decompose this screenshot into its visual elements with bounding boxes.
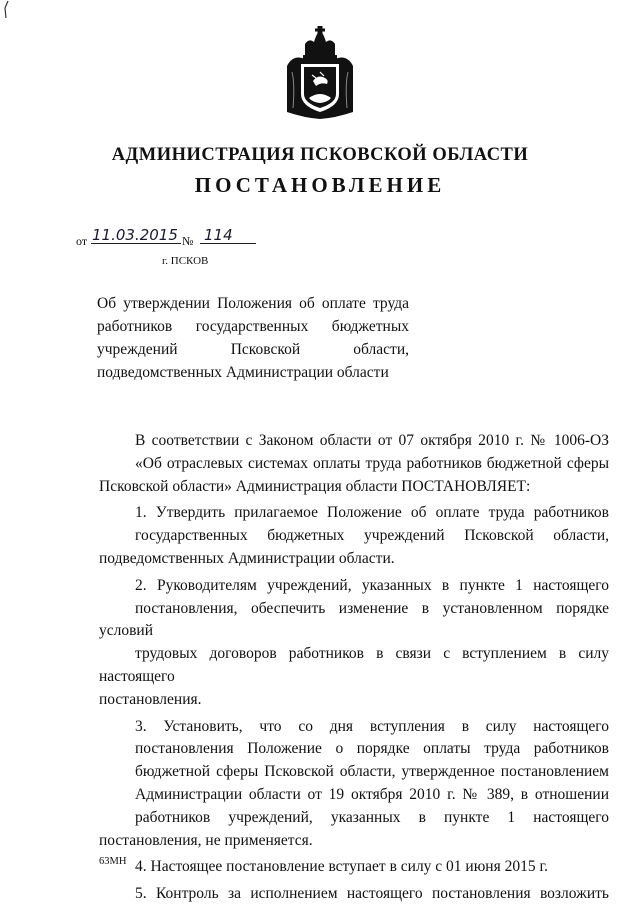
text-line: подведомственных Администрации области. xyxy=(99,549,395,567)
text-line: «Об отраслевых системах оплаты труда работников бюджетной сферы xyxy=(135,454,609,472)
subject-line: работников государственных бюджетных xyxy=(97,318,409,335)
text-line: Псковской области» Администрация области ПОСТАНОВЛЯЕТ: xyxy=(99,477,531,495)
preamble-paragraph xyxy=(99,430,609,498)
text-line: постановления, обеспечить изменение в установленном порядке условий xyxy=(99,599,609,640)
item-1-paragraph xyxy=(99,502,609,570)
city-label: г. ПСКОВ xyxy=(162,255,209,267)
pskov-coat-of-arms-icon xyxy=(283,26,357,120)
handwritten-number: 114 xyxy=(204,226,233,244)
text-line: 3. Установить, что со дня вступления в силу настоящего xyxy=(135,717,609,735)
subject-line: Об утверждении Положения об оплате труда xyxy=(97,295,409,312)
document-subject xyxy=(97,292,409,384)
text-line: 4. Настоящее постановление вступает в силу с 01 июня 2015 г. xyxy=(135,858,548,876)
item-5-paragraph xyxy=(99,883,609,906)
date-prefix: от xyxy=(76,234,88,248)
footer-code: 63МН xyxy=(99,856,127,867)
subject-line: подведомственных Администрации области xyxy=(97,364,389,381)
text-line: постановления, не применяется. xyxy=(99,831,313,849)
registration-line xyxy=(76,226,296,250)
document-body xyxy=(99,430,609,910)
text-line: Администрации области от 19 октября 2010 г. № 389, в отношении xyxy=(135,785,609,803)
number-prefix: № xyxy=(182,234,194,248)
text-line: 5. Контроль за исполнением настоящего постановления возложить xyxy=(135,885,609,903)
item-2-paragraph xyxy=(99,575,609,712)
organization-title: АДМИНИСТРАЦИЯ ПСКОВСКОЙ ОБЛАСТИ xyxy=(111,145,529,165)
text-line: 1. Утвердить прилагаемое Положение об оплате труда работников xyxy=(135,504,609,522)
item-3-paragraph xyxy=(99,716,609,853)
date-underline xyxy=(91,243,181,244)
text-line: постановления Положение о порядке оплаты труда работников xyxy=(135,740,609,758)
corner-pen-mark xyxy=(2,0,12,30)
text-line: работников учреждений, указанных в пункте 1 настоящего xyxy=(135,808,609,826)
handwritten-date: 11.03.2015 xyxy=(92,226,178,244)
document-type-title: ПОСТАНОВЛЕНИЕ xyxy=(194,173,446,197)
text-line: постановления. xyxy=(99,690,202,708)
subject-line: учреждений Псковской области, xyxy=(97,341,409,358)
number-underline xyxy=(200,243,256,244)
text-line: трудовых договоров работников в связи с вступлением в силу настоящего xyxy=(99,645,609,685)
text-line: бюджетной сферы Псковской области, утвержденное постановлением xyxy=(135,763,609,781)
text-line: государственных бюджетных учреждений Псковской области, xyxy=(135,527,609,545)
item-4-paragraph xyxy=(99,856,609,879)
text-line: 2. Руководителям учреждений, указанных в пункте 1 настоящего xyxy=(135,576,609,594)
text-line: В соответствии с Законом области от 07 октября 2010 г. № 1006-ОЗ xyxy=(135,432,609,449)
